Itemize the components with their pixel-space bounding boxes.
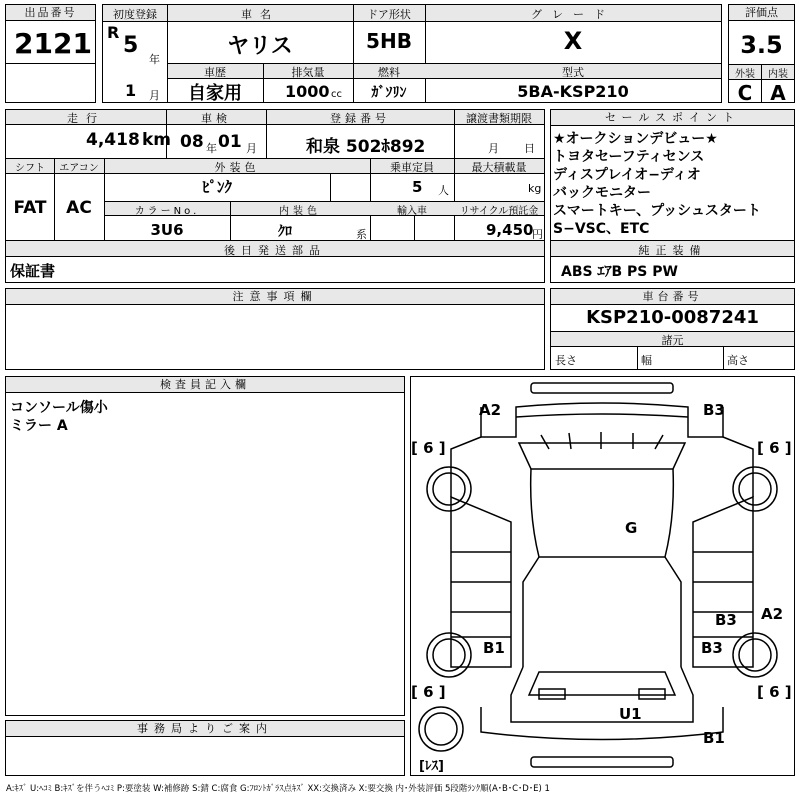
color: ﾋﾟﾝｸ [201, 178, 232, 196]
int-color: ｸﾛ [278, 224, 292, 240]
car-outline [411, 377, 794, 775]
tire-front-left: [ 6 ] [411, 439, 446, 457]
history-label: 車歴 [204, 66, 226, 79]
sales-point: スマートキー、プッシュスタート [553, 203, 761, 219]
capacity: 5 [412, 178, 423, 196]
inspector-note-1: コンソール傷小 [10, 400, 108, 416]
door-label: ドア形状 [367, 8, 411, 21]
mark-b3-front: B3 [703, 401, 725, 419]
mark-a2-right: A2 [761, 605, 784, 623]
vehicle-info-box [102, 4, 722, 103]
reg-month: 1 [125, 81, 137, 100]
int-label: 内装 [768, 69, 788, 80]
grade: X [563, 27, 583, 55]
mileage-unit: km [142, 130, 172, 150]
displacement-unit: cc [331, 89, 342, 100]
displacement: 1000 [285, 82, 330, 101]
capacity-label: 乗車定員 [390, 161, 434, 174]
tire-front-right: [ 6 ] [757, 439, 792, 457]
lot-number: 2121 [14, 27, 92, 60]
length-label: 長さ [555, 354, 577, 367]
score: 3.5 [740, 31, 783, 59]
transfer-day-unit: 日 [524, 142, 535, 155]
history: 自家用 [188, 83, 242, 104]
score-box [728, 4, 795, 103]
later-label: 後日発送部品 [224, 244, 326, 257]
inspection-month: 01 [218, 132, 242, 152]
inspector-box [5, 376, 405, 716]
office-box [5, 720, 405, 776]
import-label: 輸入車 [397, 206, 427, 217]
mark-a2-front: A2 [479, 401, 502, 419]
first-reg-label: 初度登録 [113, 8, 157, 21]
details-box [5, 109, 545, 283]
mileage: 4,418 [86, 130, 140, 150]
notes-label: 注意事項欄 [6, 289, 544, 305]
transfer-month-unit: 月 [488, 142, 499, 155]
car-name-label: 車名 [241, 8, 279, 21]
recycle-unit: 円 [532, 228, 543, 241]
shift-label: シフト [15, 163, 45, 174]
load-label: 最大積載量 [471, 161, 527, 174]
mark-g: G [625, 519, 638, 537]
sales-point: ディスプレイオ−ディオ [553, 167, 701, 183]
sales-box [550, 109, 795, 283]
int-color-label: 内装色 [279, 206, 321, 217]
notes-box [5, 288, 545, 370]
height-label: 高さ [727, 354, 749, 367]
lot-box [5, 4, 96, 103]
chassis-number: KSP210-0087241 [586, 307, 759, 328]
mark-b3-rear-right: B3 [701, 639, 723, 657]
spec-label: 諸元 [661, 334, 684, 347]
mileage-label: 走行 [67, 112, 105, 125]
capacity-unit: 人 [438, 184, 449, 197]
chassis-box [550, 288, 795, 370]
recycle-fee: 9,450 [486, 221, 534, 239]
displacement-label: 排気量 [291, 66, 325, 79]
year-unit: 年 [149, 53, 160, 66]
spare-tire: [ﾚｽ] [419, 759, 444, 774]
aircon: AC [66, 198, 92, 218]
aircon-label: エアコン [59, 163, 99, 174]
color-no-label: カラーNo. [134, 206, 200, 217]
damage-diagram [410, 376, 795, 776]
sales-point: S−VSC、ETC [553, 221, 650, 237]
model: 5BA-KSP210 [517, 82, 629, 101]
reg-year: 5 [123, 33, 139, 58]
car-name: ヤリス [227, 34, 293, 59]
inspector-note-2: ミラー A [10, 418, 68, 434]
equipment: ABS ｴｱB PS PW [561, 264, 678, 280]
plate-label: 登録番号 [330, 112, 390, 125]
later-parts: 保証書 [10, 262, 56, 280]
plate-number: 和泉 502ﾎ892 [306, 137, 426, 157]
grade-label: グレード [531, 8, 615, 21]
load-unit: kg [528, 182, 542, 195]
tire-rear-left: [ 6 ] [411, 683, 446, 701]
model-label: 型式 [562, 66, 584, 79]
width-label: 幅 [641, 354, 652, 367]
fuel: ｶﾞｿﾘﾝ [371, 85, 407, 101]
door-type: 5HB [366, 29, 412, 53]
color-number: 3U6 [150, 221, 184, 239]
sales-point: ★オークションデビュー★ [553, 131, 718, 147]
sales-points-list [553, 130, 761, 238]
int-color-unit: 系 [356, 228, 367, 241]
office-label: 事務局よりご案内 [6, 721, 404, 737]
color-label: 外装色 [214, 161, 260, 174]
inspection-month-unit: 月 [246, 142, 257, 155]
mark-u1: U1 [619, 705, 642, 723]
ext-grade: C [737, 81, 753, 105]
recycle-label: リサイクル預託金 [459, 206, 539, 217]
chassis-label: 車台番号 [551, 289, 794, 305]
int-grade: A [770, 81, 786, 105]
tire-rear-right: [ 6 ] [757, 683, 792, 701]
inspection-label: 車検 [201, 112, 231, 125]
transfer-label: 譲渡書類期限 [466, 112, 532, 125]
mark-b1-left: B1 [483, 639, 505, 657]
fuel-label: 燃料 [378, 66, 400, 79]
month-unit: 月 [149, 89, 160, 102]
legend: A:ｷｽﾞ U:ﾍｺﾐ B:ｷｽﾞを伴うﾍｺﾐ P:要塗装 W:補修跡 S:錆 C:腐食 G:ﾌﾛﾝﾄｶﾞﾗｽ点ｷｽﾞ XX:交換済み X:要交換 内･外装評価 5段階ﾗﾝｸ順(A･B･C･D･E) 1 [6, 784, 550, 794]
inspector-label: 検査員記入欄 [6, 377, 404, 393]
inspection-year: 08 [180, 132, 204, 152]
era: R [107, 23, 120, 42]
mark-b1-rear: B1 [703, 729, 725, 747]
equip-label: 純正装備 [638, 244, 707, 257]
sales-point: バックモニター [553, 185, 651, 201]
sales-point: トヨタセーフティセンス [553, 149, 705, 165]
sales-label: セールスポイント [551, 110, 794, 126]
mark-b3-right: B3 [715, 611, 737, 629]
shift: FAT [13, 198, 47, 218]
inspection-year-unit: 年 [206, 142, 217, 155]
lot-label: 出品番号 [6, 5, 95, 21]
score-label: 評価点 [729, 5, 794, 21]
ext-label: 外装 [735, 69, 755, 80]
